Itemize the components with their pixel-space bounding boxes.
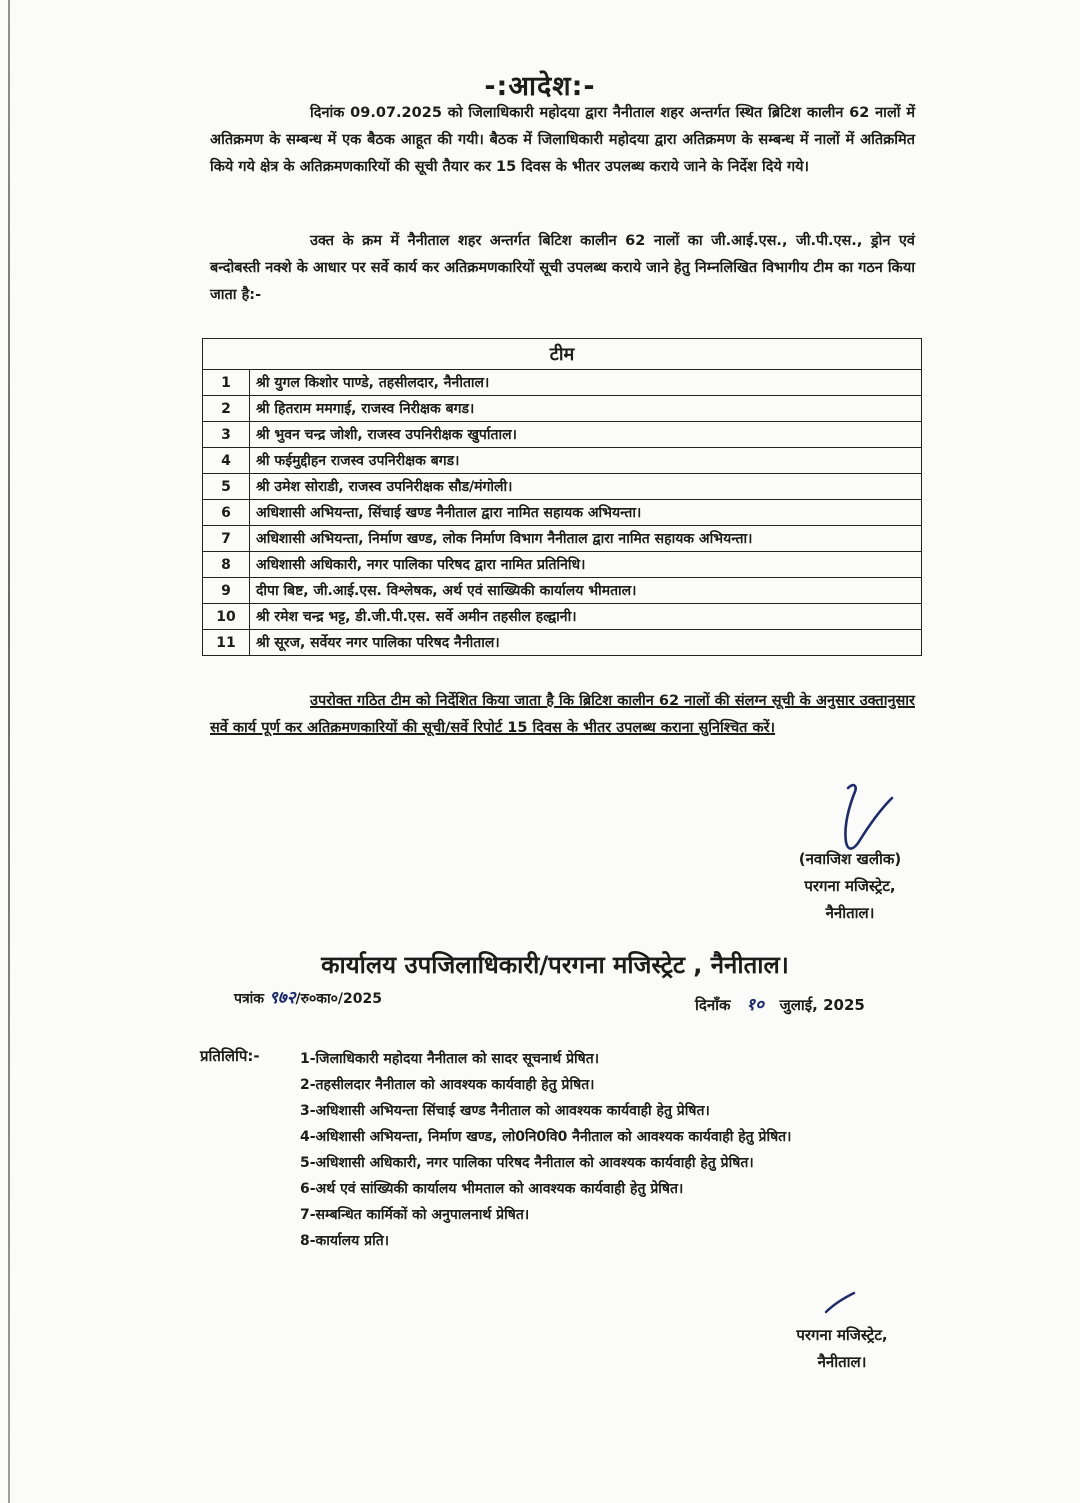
team-member: अधिशासी अधिकारी, नगर पालिका परिषद द्वारा नामित प्रतिनिधि। <box>250 552 922 578</box>
team-member: श्री युगल किशोर पाण्डे, तहसीलदार, नैनीताल। <box>250 370 922 396</box>
signatory-block <box>770 846 930 927</box>
copy-to-list <box>300 1046 880 1254</box>
row-number: 1 <box>203 370 250 396</box>
team-member: अधिशासी अभियन्ता, सिंचाई खण्ड नैनीताल द्वारा नामित सहायक अभियन्ता। <box>250 500 922 526</box>
row-number: 10 <box>203 604 250 630</box>
signatory2-designation: परगना मजिस्ट्रेट, <box>796 1326 888 1344</box>
row-number: 6 <box>203 500 250 526</box>
table-row <box>203 396 922 422</box>
letter-number-suffix: /रु०का०/2025 <box>295 991 382 1007</box>
list-item: 7-सम्बन्धित कार्मिकों को अनुपालनार्थ प्रेषित। <box>300 1207 530 1223</box>
list-item: 4-अधिशासी अभियन्ता, निर्माण खण्ड, लो0नि0वि0 नैनीताल को आवश्यक कार्यवाही हेतु प्रेषित। <box>300 1129 792 1145</box>
team-member: श्री रमेश चन्द्र भट्ट, डी.जी.पी.एस. सर्वे अमीन तहसील हल्द्वानी। <box>250 604 922 630</box>
table-row <box>203 448 922 474</box>
team-table <box>202 338 922 656</box>
date-label: दिनाँक <box>695 996 731 1014</box>
table-row <box>203 422 922 448</box>
letter-date <box>695 992 865 1015</box>
row-number: 4 <box>203 448 250 474</box>
team-member: श्री हितराम ममगाई, राजस्व निरीक्षक बगड। <box>250 396 922 422</box>
team-member: अधिशासी अभियन्ता, निर्माण खण्ड, लोक निर्माण विभाग नैनीताल द्वारा नामित सहायक अभियन्ता। <box>250 526 922 552</box>
list-item: 8-कार्यालय प्रति। <box>300 1233 390 1249</box>
row-number: 8 <box>203 552 250 578</box>
copy-to-label: प्रतिलिपि:- <box>200 1047 260 1065</box>
paragraph-team-formation: उक्त के क्रम में नैनीताल शहर अन्तर्गत बिटिश कालीन 62 नालों का जी.आई.एस., जी.पी.एस., ड्रोन एवं बन्दोबस्ती नक्शे के आधार पर सर्वे कार्य कर अतिक्रमणकारियों सूची उपलब्ध कराये जाने हेतु निम्नलिखित विभागीय टीम का गठन किया जाता है:- <box>210 233 915 303</box>
team-table-header-row <box>203 339 922 370</box>
team-member: श्री सूरज, सर्वेयर नगर पालिका परिषद नैनीताल। <box>250 630 922 656</box>
list-item: 6-अर्थ एवं सांख्यिकी कार्यालय भीमताल को आवश्यक कार्यवाही हेतु प्रेषित। <box>300 1181 684 1197</box>
paragraph-directive: उपरोक्त गठित टीम को निर्देशित किया जाता है कि ब्रिटिश कालीन 62 नालों की संलग्न सूची के अनुसार उक्तानुसार सर्वे कार्य पूर्ण कर अतिक्रमणकारियों की सूची/सर्वे रिपोर्ट 15 दिवस के भीतर उपलब्ध कराना सुनिश्चित करें। <box>210 693 915 736</box>
table-row <box>203 630 922 656</box>
paragraph-meeting: दिनांक 09.07.2025 को जिलाधिकारी महोदया द्वारा नैनीताल शहर अन्तर्गत स्थित ब्रिटिश कालीन 62 नालों में अतिक्रमण के सम्बन्ध में एक बैठक आहूत की गयी। बैठक में जिलाधिकारी महोदया द्वारा अतिक्रमण के सम्बन्ध में नालों में अतिक्रमित किये गये क्षेत्र के अतिक्रमणकारियों की सूची तैयार कर 15 दिवस के भीतर उपलब्ध कराये जाने के निर्देश दिये गये। <box>210 105 915 175</box>
team-member: श्री उमेश सोराडी, राजस्व उपनिरीक्षक सौड/मंगोली। <box>250 474 922 500</box>
date-month-year: जुलाई, 2025 <box>779 996 865 1014</box>
letter-number-handwritten: ९७२ <box>268 988 296 1008</box>
team-member: श्री फईमुद्दीहन राजस्व उपनिरीक्षक बगड। <box>250 448 922 474</box>
office-title: कार्यालय उपजिलाधिकारी/परगना मजिस्ट्रेट , नैनीताल। <box>321 951 789 979</box>
signatory-designation: परगना मजिस्ट्रेट, <box>804 877 896 895</box>
row-number: 3 <box>203 422 250 448</box>
list-item: 3-अधिशासी अभियन्ता सिंचाई खण्ड नैनीताल को आवश्यक कार्यवाही हेतु प्रेषित। <box>300 1103 710 1119</box>
team-member: दीपा बिष्ट, जी.आई.एस. विश्लेषक, अर्थ एवं साख्यिकी कार्यालय भीमताल। <box>250 578 922 604</box>
signatory2-place: नैनीताल। <box>817 1353 867 1371</box>
letter-number-label: पत्रांक <box>234 991 265 1007</box>
list-item: 5-अधिशासी अधिकारी, नगर पालिका परिषद नैनीताल को आवश्यक कार्यवाही हेतु प्रेषित। <box>300 1155 754 1171</box>
table-row <box>203 552 922 578</box>
list-item: 2-तहसीलदार नैनीताल को आवश्यक कार्यवाही हेतु प्रेषित। <box>300 1077 595 1093</box>
signatory-place: नैनीताल। <box>825 904 875 922</box>
signatory-name: (नवाजिश खलीक) <box>798 850 902 868</box>
initial-mark <box>820 1288 860 1318</box>
table-row <box>203 474 922 500</box>
row-number: 5 <box>203 474 250 500</box>
team-member: श्री भुवन चन्द्र जोशी, राजस्व उपनिरीक्षक खुर्पाताल। <box>250 422 922 448</box>
table-row <box>203 578 922 604</box>
document-heading: -:आदेश:- <box>484 71 596 102</box>
row-number: 11 <box>203 630 250 656</box>
table-row <box>203 526 922 552</box>
signatory-block-2 <box>772 1322 912 1376</box>
table-row <box>203 370 922 396</box>
table-row <box>203 500 922 526</box>
row-number: 7 <box>203 526 250 552</box>
letter-number <box>234 985 382 1008</box>
row-number: 9 <box>203 578 250 604</box>
list-item: 1-जिलाधिकारी महोदया नैनीताल को सादर सूचनार्थ प्रेषित। <box>300 1051 600 1067</box>
table-row <box>203 604 922 630</box>
team-table-header: टीम <box>203 339 922 370</box>
date-day-handwritten: १० <box>746 995 764 1015</box>
row-number: 2 <box>203 396 250 422</box>
